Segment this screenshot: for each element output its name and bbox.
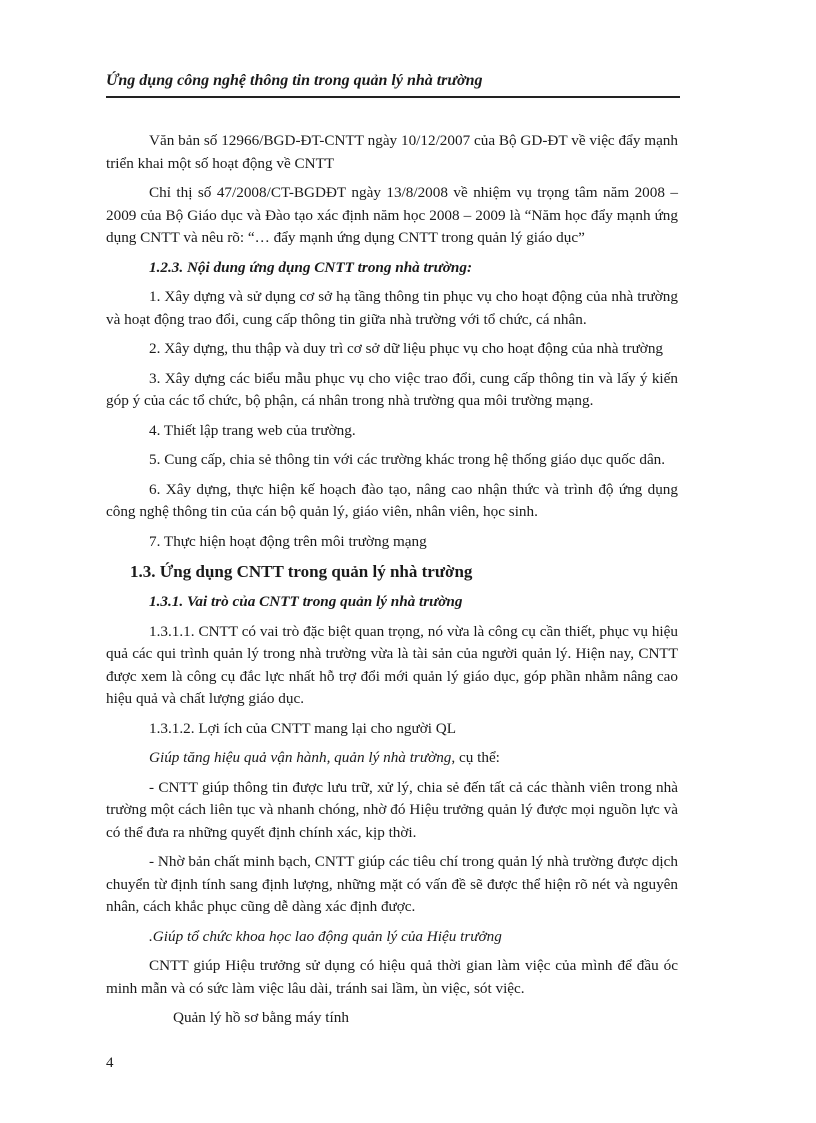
paragraph-organization: .Giúp tổ chức khoa học lao động quản lý của Hiệu trưởng bbox=[149, 927, 502, 945]
heading-1-3: 1.3. Ứng dụng CNTT trong quản lý nhà trường bbox=[130, 562, 473, 581]
paragraph-benefit-intro bbox=[106, 747, 678, 770]
list-item: 2. Xây dựng, thu thập và duy trì cơ sở dữ liệu phục vụ cho hoạt động của nhà trường bbox=[149, 340, 664, 357]
benefit-intro-rest: , cụ thể: bbox=[451, 749, 500, 766]
paragraph-time-management: CNTT giúp Hiệu trưởng sử dụng có hiệu quả thời gian làm việc của mình để đầu óc minh mẫn và có sức làm việc lâu dài, tránh sai lầm, ùn việc, sót việc. bbox=[106, 957, 678, 997]
paragraph-document-reference: Văn bản số 12966/BGD-ĐT-CNTT ngày 10/12/2007 của Bộ GD-ĐT về việc đẩy mạnh triển khai một số hoạt động về CNTT bbox=[106, 132, 678, 172]
benefit-intro-italic: Giúp tăng hiệu quả vận hành, quản lý nhà trường bbox=[149, 749, 452, 766]
bullet-item: - CNTT giúp thông tin được lưu trữ, xử lý, chia sẻ đến tất cả các thành viên trong nhà trường một cách liên tục và nhanh chóng, nhờ đó Hiệu trưởng quản lý được mọi nguồn lực và có thể đưa ra những quyết định chính xác, kịp thời. bbox=[106, 778, 678, 841]
heading-1-3-1: 1.3.1. Vai trò của CNTT trong quản lý nhà trường bbox=[149, 593, 463, 610]
list-item: 6. Xây dựng, thực hiện kế hoạch đào tạo, nâng cao nhận thức và trình độ ứng dụng công nghệ thông tin của cán bộ quản lý, giáo viên, nhân viên, học sinh. bbox=[106, 480, 678, 520]
paragraph-records: Quản lý hồ sơ bằng máy tính bbox=[173, 1009, 349, 1026]
list-item: 7. Thực hiện hoạt động trên môi trường mạng bbox=[149, 532, 427, 550]
list-item: 4. Thiết lập trang web của trường. bbox=[149, 421, 356, 439]
page-number: 4 bbox=[106, 1055, 114, 1071]
heading-1-2-3: 1.2.3. Nội dung ứng dụng CNTT trong nhà trường: bbox=[149, 258, 473, 276]
paragraph-1-3-1-2: 1.3.1.2. Lợi ích của CNTT mang lại cho người QL bbox=[149, 719, 457, 737]
paragraph-1-3-1-1: 1.3.1.1. CNTT có vai trò đặc biệt quan trọng, nó vừa là công cụ cần thiết, phục vụ hiệu quả các qui trình quản lý trong nhà trường vừa là tài sản của người quản lý. Hiện nay, CNTT được xem là công cụ đắc lực nhất hỗ trợ đổi mới quản lý giáo dục, góp phần nhằm nâng cao hiệu quả và chất lượng giáo dục. bbox=[106, 622, 678, 707]
bullet-item: - Nhờ bản chất minh bạch, CNTT giúp các tiêu chí trong quản lý nhà trường được dịch chuyển từ định tính sang định lượng, những mặt có vấn đề sẽ được thể hiện rõ nét và nguyên nhân, cách khắc phục cũng dễ dàng xác định được. bbox=[106, 853, 678, 915]
page-body bbox=[106, 130, 678, 1037]
running-header: Ứng dụng công nghệ thông tin trong quản lý nhà trường bbox=[106, 72, 680, 98]
list-item: 1. Xây dựng và sử dụng cơ sở hạ tầng thông tin phục vụ cho hoạt động của nhà trường và hoạt động trao đổi, cung cấp thông tin giữa nhà trường với tổ chức, cá nhân. bbox=[106, 288, 678, 328]
paragraph-directive: Chỉ thị số 47/2008/CT-BGDĐT ngày 13/8/2008 về nhiệm vụ trọng tâm năm 2008 – 2009 của Bộ Giáo dục và Đào tạo xác định năm học 2008 – 2009 là “Năm học đẩy mạnh ứng dụng CNTT và nêu rõ: “… đẩy mạnh ứng dụng CNTT trong quản lý giáo dục” bbox=[106, 184, 678, 246]
list-item: 5. Cung cấp, chia sẻ thông tin với các trường khác trong hệ thống giáo dục quốc dân. bbox=[149, 451, 666, 468]
list-item: 3. Xây dựng các biểu mẫu phục vụ cho việc trao đổi, cung cấp thông tin và lấy ý kiến góp ý của các tổ chức, bộ phận, cá nhân trong nhà trường qua môi trường mạng. bbox=[106, 369, 678, 409]
